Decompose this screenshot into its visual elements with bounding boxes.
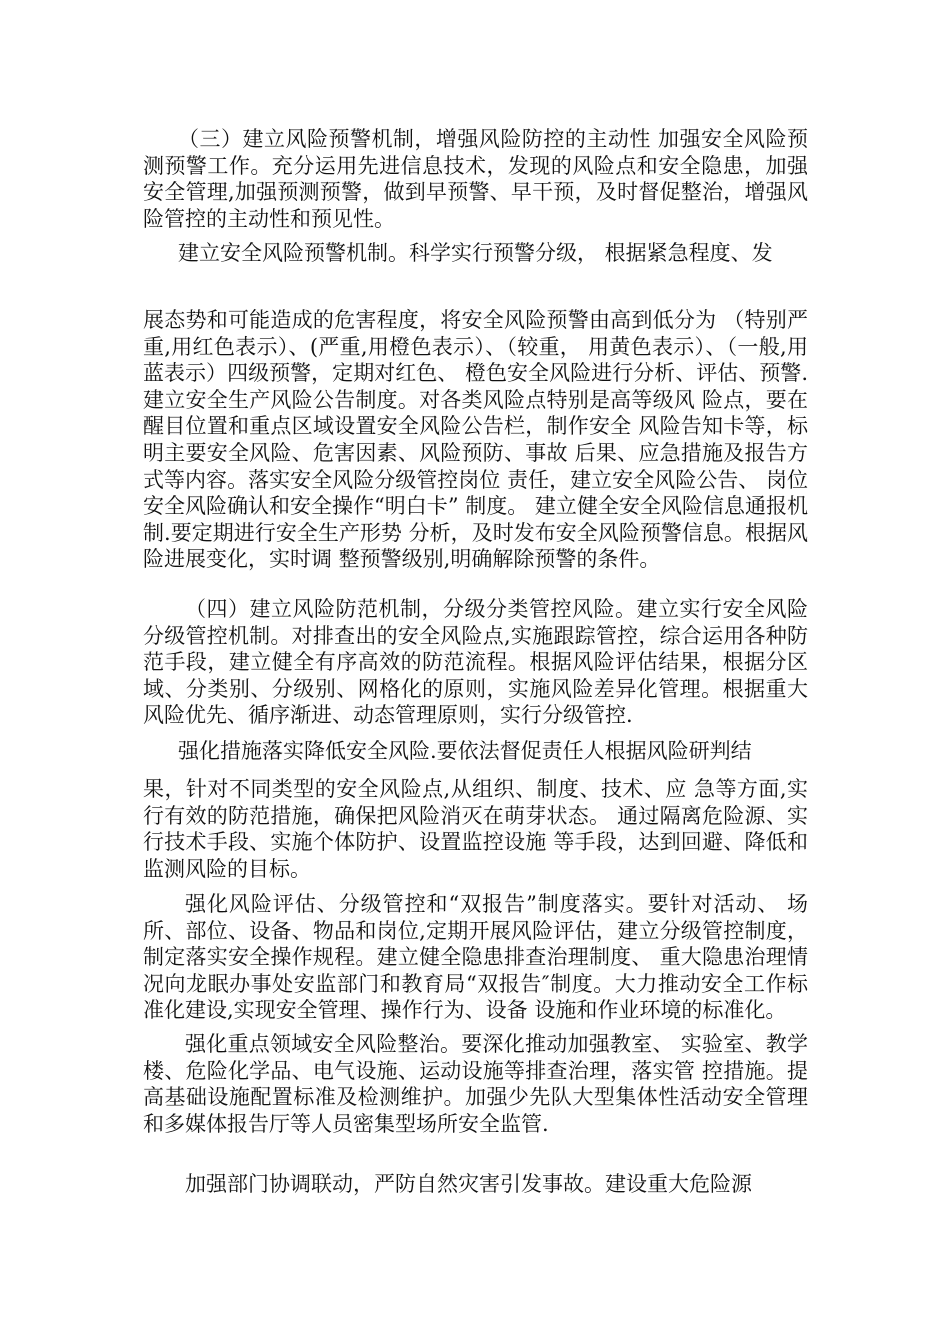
paragraph-strengthen-measures: 强化措施落实降低安全风险.要依法督促责任人根据风险研判结 — [178, 739, 752, 763]
paragraph-warning-levels: 展态势和可能造成的危害程度，将安全风险预警由高到低分为 （特别严重,用红色表示）、(严重,用橙色表示）、（较重， 用黄色表示）、（一般,用蓝表示）四级预警，定期对红色、 橙色安全风险进行分析、评估、预警. 建立安全生产风险公告制度。对各类风险点特别是高等级风 险点，要在醒目位置和重点区域设置安全风险公告栏，制作安全 风险告知卡等，标明主要安全风险、危害因素、风险预防、事故 后果、应急措施及报告方式等内容。落实安全风险分级管控岗位 责任，建立安全风险公告、 岗位安全风险确认和安全操作“明白卡” 制度。 建立健全安全风险信息通报机制.要定期进行安全生产形势 分析，及时发布安全风险预警信息。根据风险进展变化，实时调 整预警级别,明确解除预警的条件。 — [143, 308, 815, 572]
paragraph-double-report: 强化风险评估、分级管控和“双报告”制度落实。要针对活动、 场所、部位、设备、物品和岗位,定期开展风险评估，建立分级管控制度，制定落实安全操作规程。建立健全隐患排查治理制度、 重大隐患治理情况向龙眠办事处安监部门和教育局“双报告″制度。大力推动安全工作标准化建设,实现安全管理、操作行为、设备 设施和作业环境的标准化。 — [143, 892, 808, 1023]
paragraph-coordination: 加强部门协调联动，严防自然灾害引发事故。建设重大危险源 — [185, 1172, 752, 1196]
paragraph-risk-prevention-mechanism: （四）建立风险防范机制，分级分类管控风险。建立实行安全风险分级管控机制。对排查出的安全风险点,实施跟踪管控，综合运用各种防范手段，建立健全有序高效的防范流程。根据风险评估结果，根据分区域、分类别、分级别、网格化的原则，实施风险差异化管理。根据重大风险优先、循序渐进、动态管理原则，实行分级管控. — [143, 597, 808, 728]
paragraph-risk-warning-mechanism: （三）建立风险预警机制，增强风险防控的主动性 加强安全风险预测预警工作。充分运用先进信息技术，发现的风险点和安全隐患，加强安全管理,加强预测预警，做到早预警、早干预，及时督促整治，增强风险管控的主动性和预见性。 — [143, 127, 808, 231]
paragraph-prevention-measures: 果，针对不同类型的安全风险点,从组织、制度、技术、应 急等方面,实行有效的防范措施，确保把风险消灭在萌芽状态。 通过隔离危险源、实行技术手段、实施个体防护、设置监控设施 等手段，达到回避、降低和监测风险的目标。 — [143, 777, 808, 881]
paragraph-key-areas: 强化重点领域安全风险整治。要深化推动加强教室、 实验室、教学楼、危险化学品、电气设施、运动设施等排查治理，落实管 控措施。提高基础设施配置标准及检测维护。加强少先队大型集体性活动安全管理和多媒体报告厅等人员密集型场所安全监管. — [143, 1032, 808, 1136]
paragraph-warning-grading: 建立安全风险预警机制。科学实行预警分级， 根据紧急程度、发 — [178, 241, 773, 265]
